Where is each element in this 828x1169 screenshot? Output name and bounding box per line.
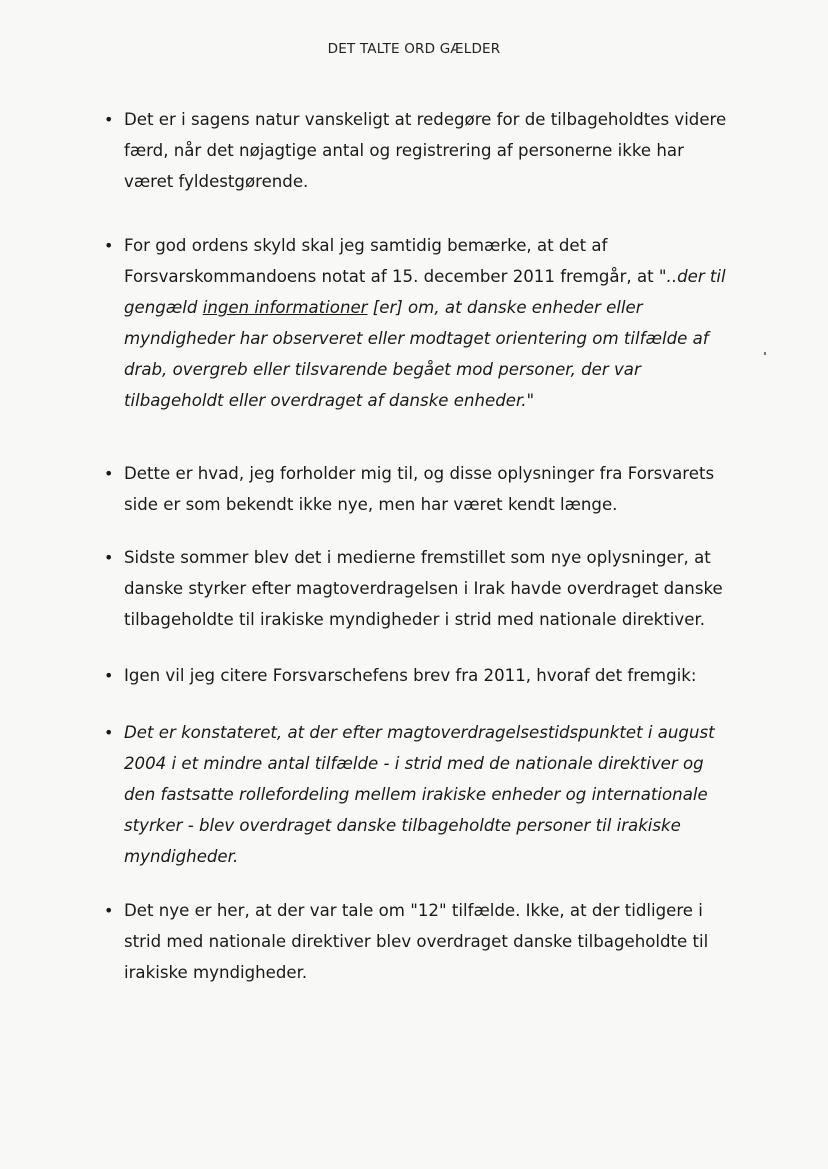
bullet-item-3	[104, 458, 734, 520]
bullet-list	[104, 104, 734, 988]
bullet-text: Dette er hvad, jeg forholder mig til, og disse oplysninger fra Forsvarets side er som bekendt ikke nye, men har været kendt længe.	[124, 464, 715, 514]
bullet-item-1	[104, 104, 734, 197]
bullet-dot: •	[104, 901, 114, 920]
bullet-text-italic: Det er konstateret, at der efter magtoverdragelsestidspunktet i august 2004 i et mindre antal tilfælde - i strid med de nationale direktiver og den fastsatte rollefordeling mellem irakiske enheder og internationale styrker - blev overdraget danske tilbageholdte personer til irakiske myndigheder.	[124, 723, 715, 866]
bullet-text: Igen vil jeg citere Forsvarschefens brev fra 2011, hvoraf det fremgik:	[124, 666, 697, 685]
bullet-item-2	[104, 230, 734, 416]
bullet-item-7	[104, 895, 734, 988]
bullet-item-6	[104, 717, 734, 872]
bullet-text: Sidste sommer blev det i medierne fremstillet som nye oplysninger, at danske styrker efter magtoverdragelsen i Irak havde overdraget danske tilbageholdte til irakiske myndigheder i strid med nationale direktiver.	[124, 548, 723, 629]
bullet-text: Det nye er her, at der var tale om "12" tilfælde. Ikke, at der tidligere i strid med nationale direktiver blev overdraget danske tilbageholdte til irakiske myndigheder.	[124, 901, 709, 982]
bullet-item-4	[104, 542, 734, 635]
bullet-dot: •	[104, 666, 114, 685]
quote-underlined: ingen informationer	[202, 298, 368, 317]
page-header: DET TALTE ORD GÆLDER	[327, 41, 501, 57]
bullet-text: Det er i sagens natur vanskeligt at redegøre for de tilbageholdtes videre færd, når det nøjagtige antal og registrering af personerne ikke har været fyldestgørende.	[124, 110, 727, 191]
bullet-dot: •	[104, 548, 114, 567]
bullet-dot: •	[104, 723, 114, 742]
quote-start: "..der til gengæld	[124, 267, 726, 317]
bullet-text: For god ordens skyld skal jeg samtidig bemærke, at det af Forsvarskommandoens notat af 15. december 2011 fremgår, at	[124, 236, 659, 286]
bullet-item-5	[104, 660, 734, 691]
margin-mark	[764, 352, 766, 355]
bullet-dot: •	[104, 236, 114, 255]
bullet-dot: •	[104, 110, 114, 129]
bullet-dot: •	[104, 464, 114, 483]
quote-rest: [er] om, at danske enheder eller myndigheder har observeret eller modtaget orientering om tilfælde af drab, overgreb eller tilsvarende begået mod personer, der var tilbageholdt eller overdraget af danske enheder."	[124, 298, 709, 410]
